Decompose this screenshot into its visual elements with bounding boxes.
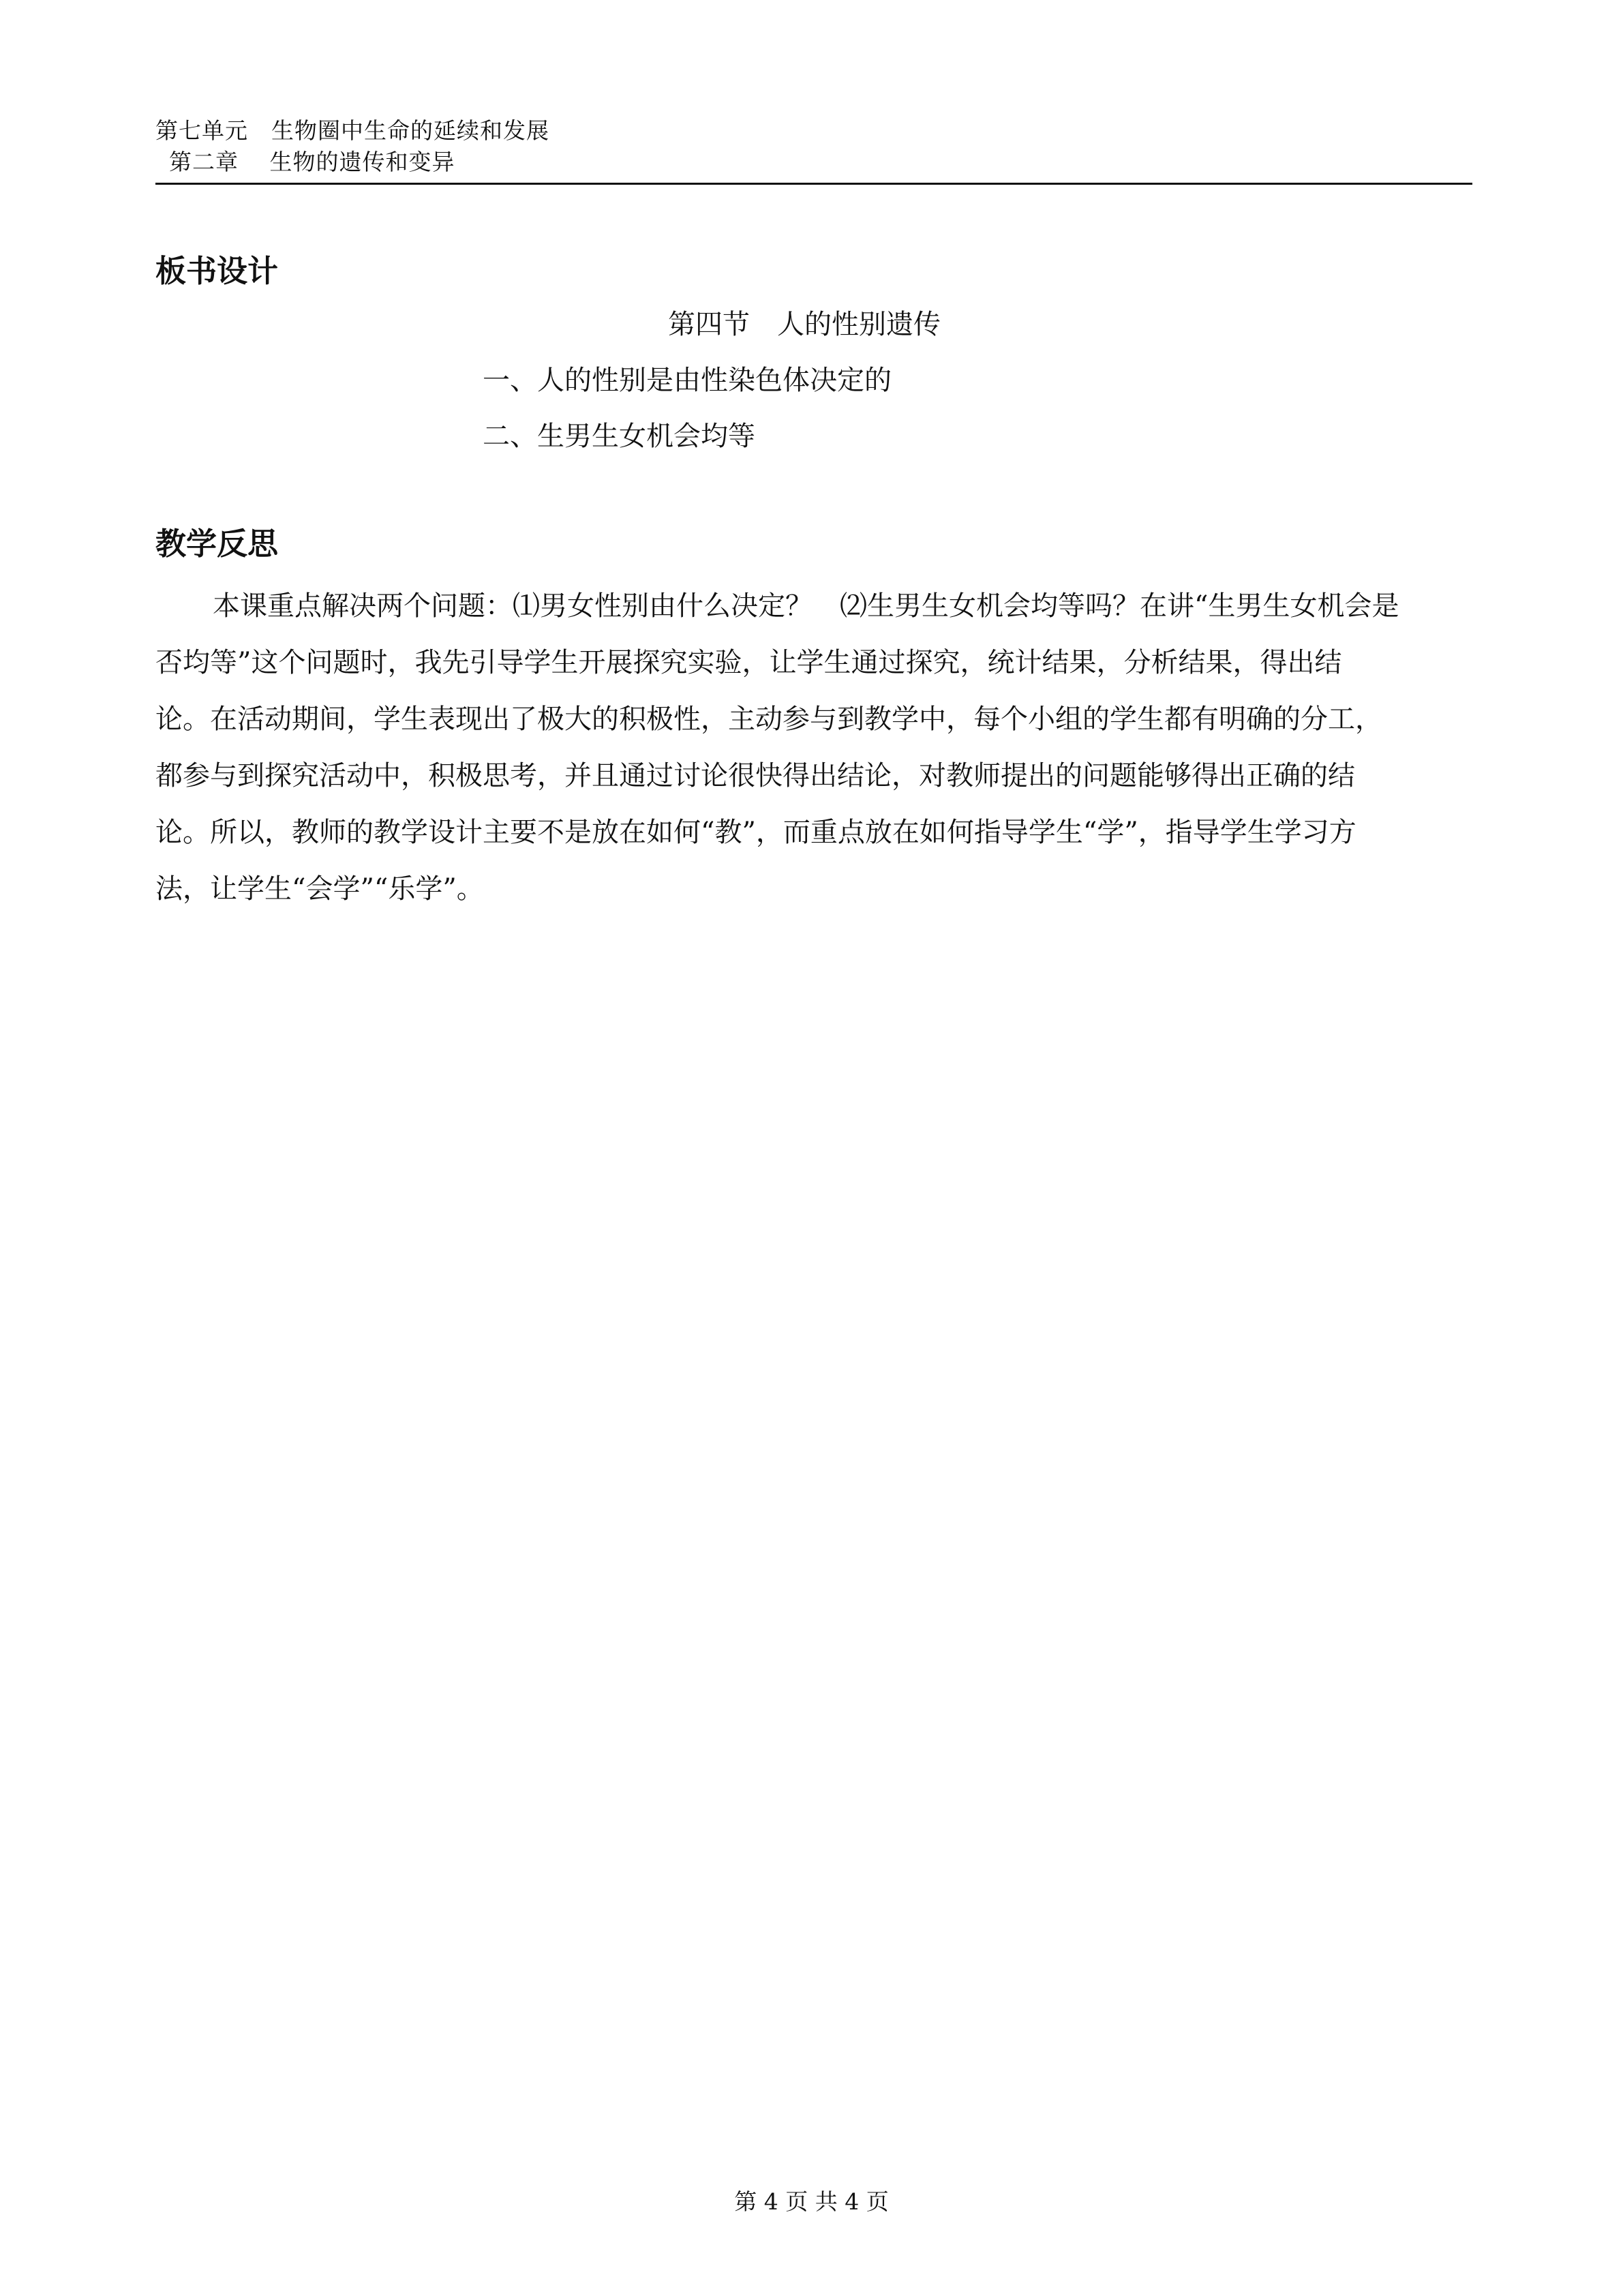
- board-design-item-2: 二、生男生女机会均等: [483, 421, 755, 452]
- header-divider: [155, 183, 1472, 185]
- page-header: [155, 116, 1472, 184]
- reflection-paragraph: [155, 578, 1474, 918]
- reflection-line-2: 否均等”这个问题时，我先引导学生开展探究实验，让学生通过探究，统计结果，分析结果，得出结: [155, 647, 1342, 678]
- header-unit-title: 第七单元 生物圈中生命的延续和发展: [155, 117, 549, 144]
- reflection-line-6: 法，让学生“会学”“乐学”。: [155, 873, 484, 905]
- page-number: 第 4 页 共 4 页: [734, 2188, 889, 2215]
- board-design-heading: 板书设计: [155, 253, 279, 289]
- reflection-heading: 教学反思: [155, 526, 279, 562]
- reflection-line-1: 本课重点解决两个问题：⑴男女性别由什么决定？ ⑵生男生女机会均等吗？在讲“生男生女机会是: [213, 590, 1399, 622]
- board-design-item-1: 一、人的性别是由性染色体决定的: [483, 365, 892, 396]
- header-chapter-title: 第二章 生物的遗传和变异: [169, 149, 455, 175]
- reflection-line-5: 论。所以，教师的教学设计主要不是放在如何“教”，而重点放在如何指导学生“学”，指导学生学习方: [155, 817, 1356, 848]
- board-design-title: 第四节 人的性别遗传: [668, 309, 941, 340]
- reflection-line-3: 论。在活动期间，学生表现出了极大的积极性，主动参与到教学中，每个小组的学生都有明确的分工，: [155, 704, 1382, 735]
- reflection-line-4: 都参与到探究活动中，积极思考，并且通过讨论很快得出结论，对教师提出的问题能够得出正确的结: [155, 760, 1355, 791]
